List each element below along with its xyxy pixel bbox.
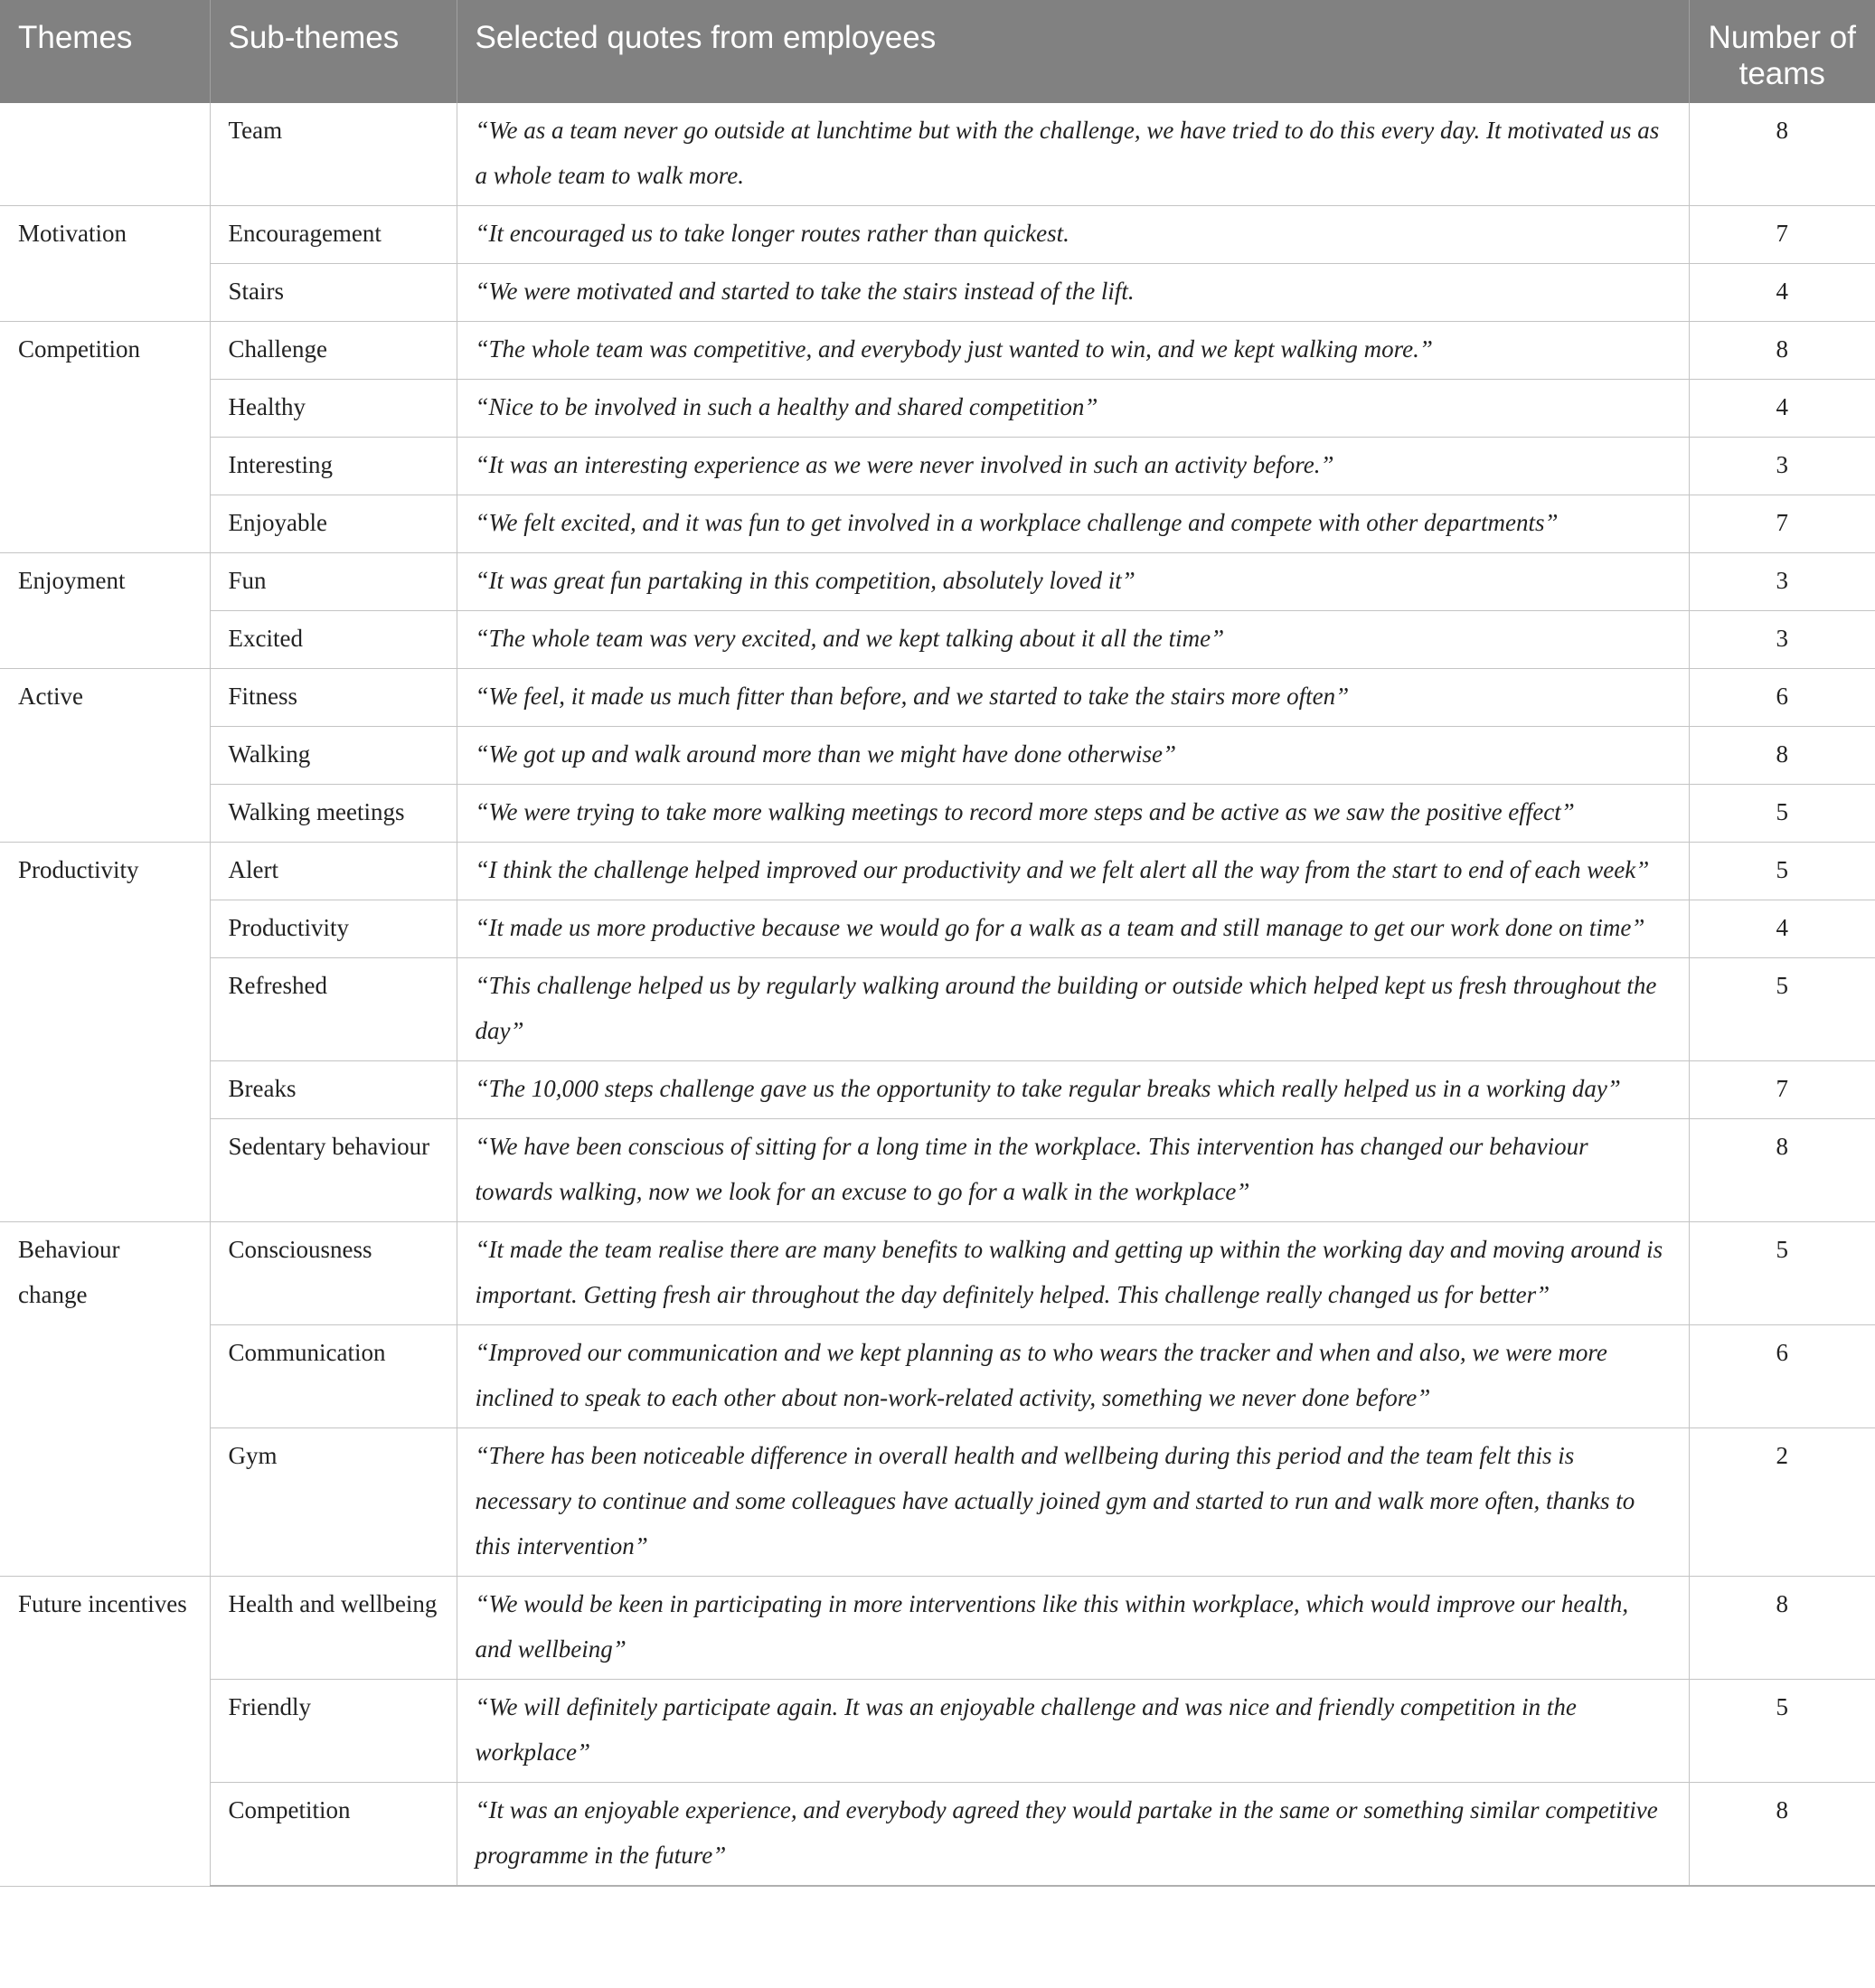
- subtheme-cell: Productivity: [210, 900, 457, 958]
- team-count-cell: 8: [1689, 727, 1875, 785]
- subtheme-cell: Excited: [210, 611, 457, 669]
- theme-cell: Motivation: [0, 206, 210, 322]
- table-row: [0, 727, 1875, 785]
- header-number-of-teams: Number of teams: [1689, 0, 1875, 103]
- quote-cell: “I think the challenge helped improved our productivity and we felt alert all the way from the start to end of each week”: [457, 843, 1689, 900]
- subtheme-cell: Interesting: [210, 438, 457, 495]
- subtheme-cell: Sedentary behaviour: [210, 1119, 457, 1222]
- theme-cell: Productivity: [0, 843, 210, 1222]
- team-count-cell: 2: [1689, 1428, 1875, 1577]
- subtheme-cell: Walking meetings: [210, 785, 457, 843]
- subtheme-cell: Healthy: [210, 380, 457, 438]
- table-row: [0, 900, 1875, 958]
- quote-cell: “It encouraged us to take longer routes rather than quickest.: [457, 206, 1689, 264]
- team-count-cell: 8: [1689, 1577, 1875, 1680]
- table-row: [0, 1680, 1875, 1783]
- team-count-cell: 5: [1689, 843, 1875, 900]
- subtheme-cell: Communication: [210, 1325, 457, 1428]
- subtheme-cell: Health and wellbeing: [210, 1577, 457, 1680]
- table-row: [0, 1325, 1875, 1428]
- subtheme-cell: Gym: [210, 1428, 457, 1577]
- table-row: [0, 785, 1875, 843]
- table-row: [0, 1577, 1875, 1680]
- team-count-cell: 6: [1689, 1325, 1875, 1428]
- table-body: [0, 103, 1875, 1886]
- team-count-cell: 5: [1689, 785, 1875, 843]
- quote-cell: “It made the team realise there are many benefits to walking and getting up within the working day and moving around is important. Getting fresh air throughout the day definitely helped. This challenge really changed us for better”: [457, 1222, 1689, 1325]
- team-count-cell: 5: [1689, 958, 1875, 1061]
- table-row: [0, 1119, 1875, 1222]
- quote-cell: “The whole team was very excited, and we kept talking about it all the time”: [457, 611, 1689, 669]
- quote-cell: “It was great fun partaking in this competition, absolutely loved it”: [457, 553, 1689, 611]
- team-count-cell: 4: [1689, 380, 1875, 438]
- team-count-cell: 8: [1689, 1119, 1875, 1222]
- header-themes: Themes: [0, 0, 210, 103]
- quote-cell: “We were motivated and started to take the stairs instead of the lift.: [457, 264, 1689, 322]
- subtheme-cell: Fun: [210, 553, 457, 611]
- quote-cell: “We will definitely participate again. It was an enjoyable challenge and was nice and friendly competition in the workplace”: [457, 1680, 1689, 1783]
- table-row: [0, 495, 1875, 553]
- quote-cell: “It was an interesting experience as we were never involved in such an activity before.”: [457, 438, 1689, 495]
- quote-cell: “It made us more productive because we would go for a walk as a team and still manage to get our work done on time”: [457, 900, 1689, 958]
- subtheme-cell: Alert: [210, 843, 457, 900]
- subtheme-cell: Challenge: [210, 322, 457, 380]
- theme-cell: Behaviour change: [0, 1222, 210, 1577]
- quote-cell: “The 10,000 steps challenge gave us the opportunity to take regular breaks which really helped us in a working day”: [457, 1061, 1689, 1119]
- table-row: [0, 958, 1875, 1061]
- subtheme-cell: Consciousness: [210, 1222, 457, 1325]
- header-quotes: Selected quotes from employees: [457, 0, 1689, 103]
- table-row: [0, 103, 1875, 206]
- table-row: [0, 669, 1875, 727]
- table-row: [0, 843, 1875, 900]
- quote-cell: “We got up and walk around more than we might have done otherwise”: [457, 727, 1689, 785]
- quote-cell: “It was an enjoyable experience, and everybody agreed they would partake in the same or something similar competitive programme in the future”: [457, 1783, 1689, 1887]
- theme-cell: Competition: [0, 322, 210, 553]
- quote-cell: “We were trying to take more walking meetings to record more steps and be active as we saw the positive effect”: [457, 785, 1689, 843]
- table-row: [0, 1222, 1875, 1325]
- team-count-cell: 6: [1689, 669, 1875, 727]
- subtheme-cell: Refreshed: [210, 958, 457, 1061]
- table-row: [0, 1428, 1875, 1577]
- table-row: [0, 1783, 1875, 1887]
- theme-cell: Active: [0, 669, 210, 843]
- team-count-cell: 4: [1689, 900, 1875, 958]
- subtheme-cell: Team: [210, 103, 457, 206]
- subtheme-cell: Stairs: [210, 264, 457, 322]
- table-row: [0, 322, 1875, 380]
- table-header: [0, 0, 1875, 103]
- team-count-cell: 3: [1689, 553, 1875, 611]
- quote-cell: “There has been noticeable difference in overall health and wellbeing during this period and the team felt this is necessary to continue and some colleagues have actually joined gym and started to run and walk more often, thanks to this intervention”: [457, 1428, 1689, 1577]
- table-row: [0, 553, 1875, 611]
- theme-cell: Future incentives: [0, 1577, 210, 1887]
- subtheme-cell: Walking: [210, 727, 457, 785]
- header-subthemes: Sub-themes: [210, 0, 457, 103]
- table-row: [0, 1061, 1875, 1119]
- table-row: [0, 206, 1875, 264]
- quote-cell: “We feel, it made us much fitter than before, and we started to take the stairs more often”: [457, 669, 1689, 727]
- team-count-cell: 7: [1689, 495, 1875, 553]
- subtheme-cell: Friendly: [210, 1680, 457, 1783]
- theme-cell: Enjoyment: [0, 553, 210, 669]
- theme-cell: [0, 103, 210, 206]
- quote-cell: “We have been conscious of sitting for a long time in the workplace. This intervention has changed our behaviour towards walking, now we look for an excuse to go for a walk in the workplace”: [457, 1119, 1689, 1222]
- subtheme-cell: Fitness: [210, 669, 457, 727]
- quote-cell: “Improved our communication and we kept planning as to who wears the tracker and when and also, we were more inclined to speak to each other about non-work-related activity, something we never done before”: [457, 1325, 1689, 1428]
- table-row: [0, 264, 1875, 322]
- subtheme-cell: Enjoyable: [210, 495, 457, 553]
- subtheme-cell: Breaks: [210, 1061, 457, 1119]
- team-count-cell: 8: [1689, 1783, 1875, 1887]
- subtheme-cell: Competition: [210, 1783, 457, 1887]
- team-count-cell: 8: [1689, 322, 1875, 380]
- table-row: [0, 611, 1875, 669]
- quote-cell: “We would be keen in participating in more interventions like this within workplace, which would improve our health, and wellbeing”: [457, 1577, 1689, 1680]
- header-row: [0, 0, 1875, 103]
- team-count-cell: 7: [1689, 206, 1875, 264]
- team-count-cell: 4: [1689, 264, 1875, 322]
- team-count-cell: 7: [1689, 1061, 1875, 1119]
- table-row: [0, 438, 1875, 495]
- team-count-cell: 3: [1689, 611, 1875, 669]
- team-count-cell: 5: [1689, 1680, 1875, 1783]
- quote-cell: “We as a team never go outside at lunchtime but with the challenge, we have tried to do this every day. It motivated us as a whole team to walk more.: [457, 103, 1689, 206]
- team-count-cell: 8: [1689, 103, 1875, 206]
- quote-cell: “The whole team was competitive, and everybody just wanted to win, and we kept walking more.”: [457, 322, 1689, 380]
- quote-cell: “Nice to be involved in such a healthy and shared competition”: [457, 380, 1689, 438]
- team-count-cell: 5: [1689, 1222, 1875, 1325]
- table-row: [0, 380, 1875, 438]
- team-count-cell: 3: [1689, 438, 1875, 495]
- quote-cell: “We felt excited, and it was fun to get involved in a workplace challenge and compete with other departments”: [457, 495, 1689, 553]
- subtheme-cell: Encouragement: [210, 206, 457, 264]
- quote-cell: “This challenge helped us by regularly walking around the building or outside which helped kept us fresh throughout the day”: [457, 958, 1689, 1061]
